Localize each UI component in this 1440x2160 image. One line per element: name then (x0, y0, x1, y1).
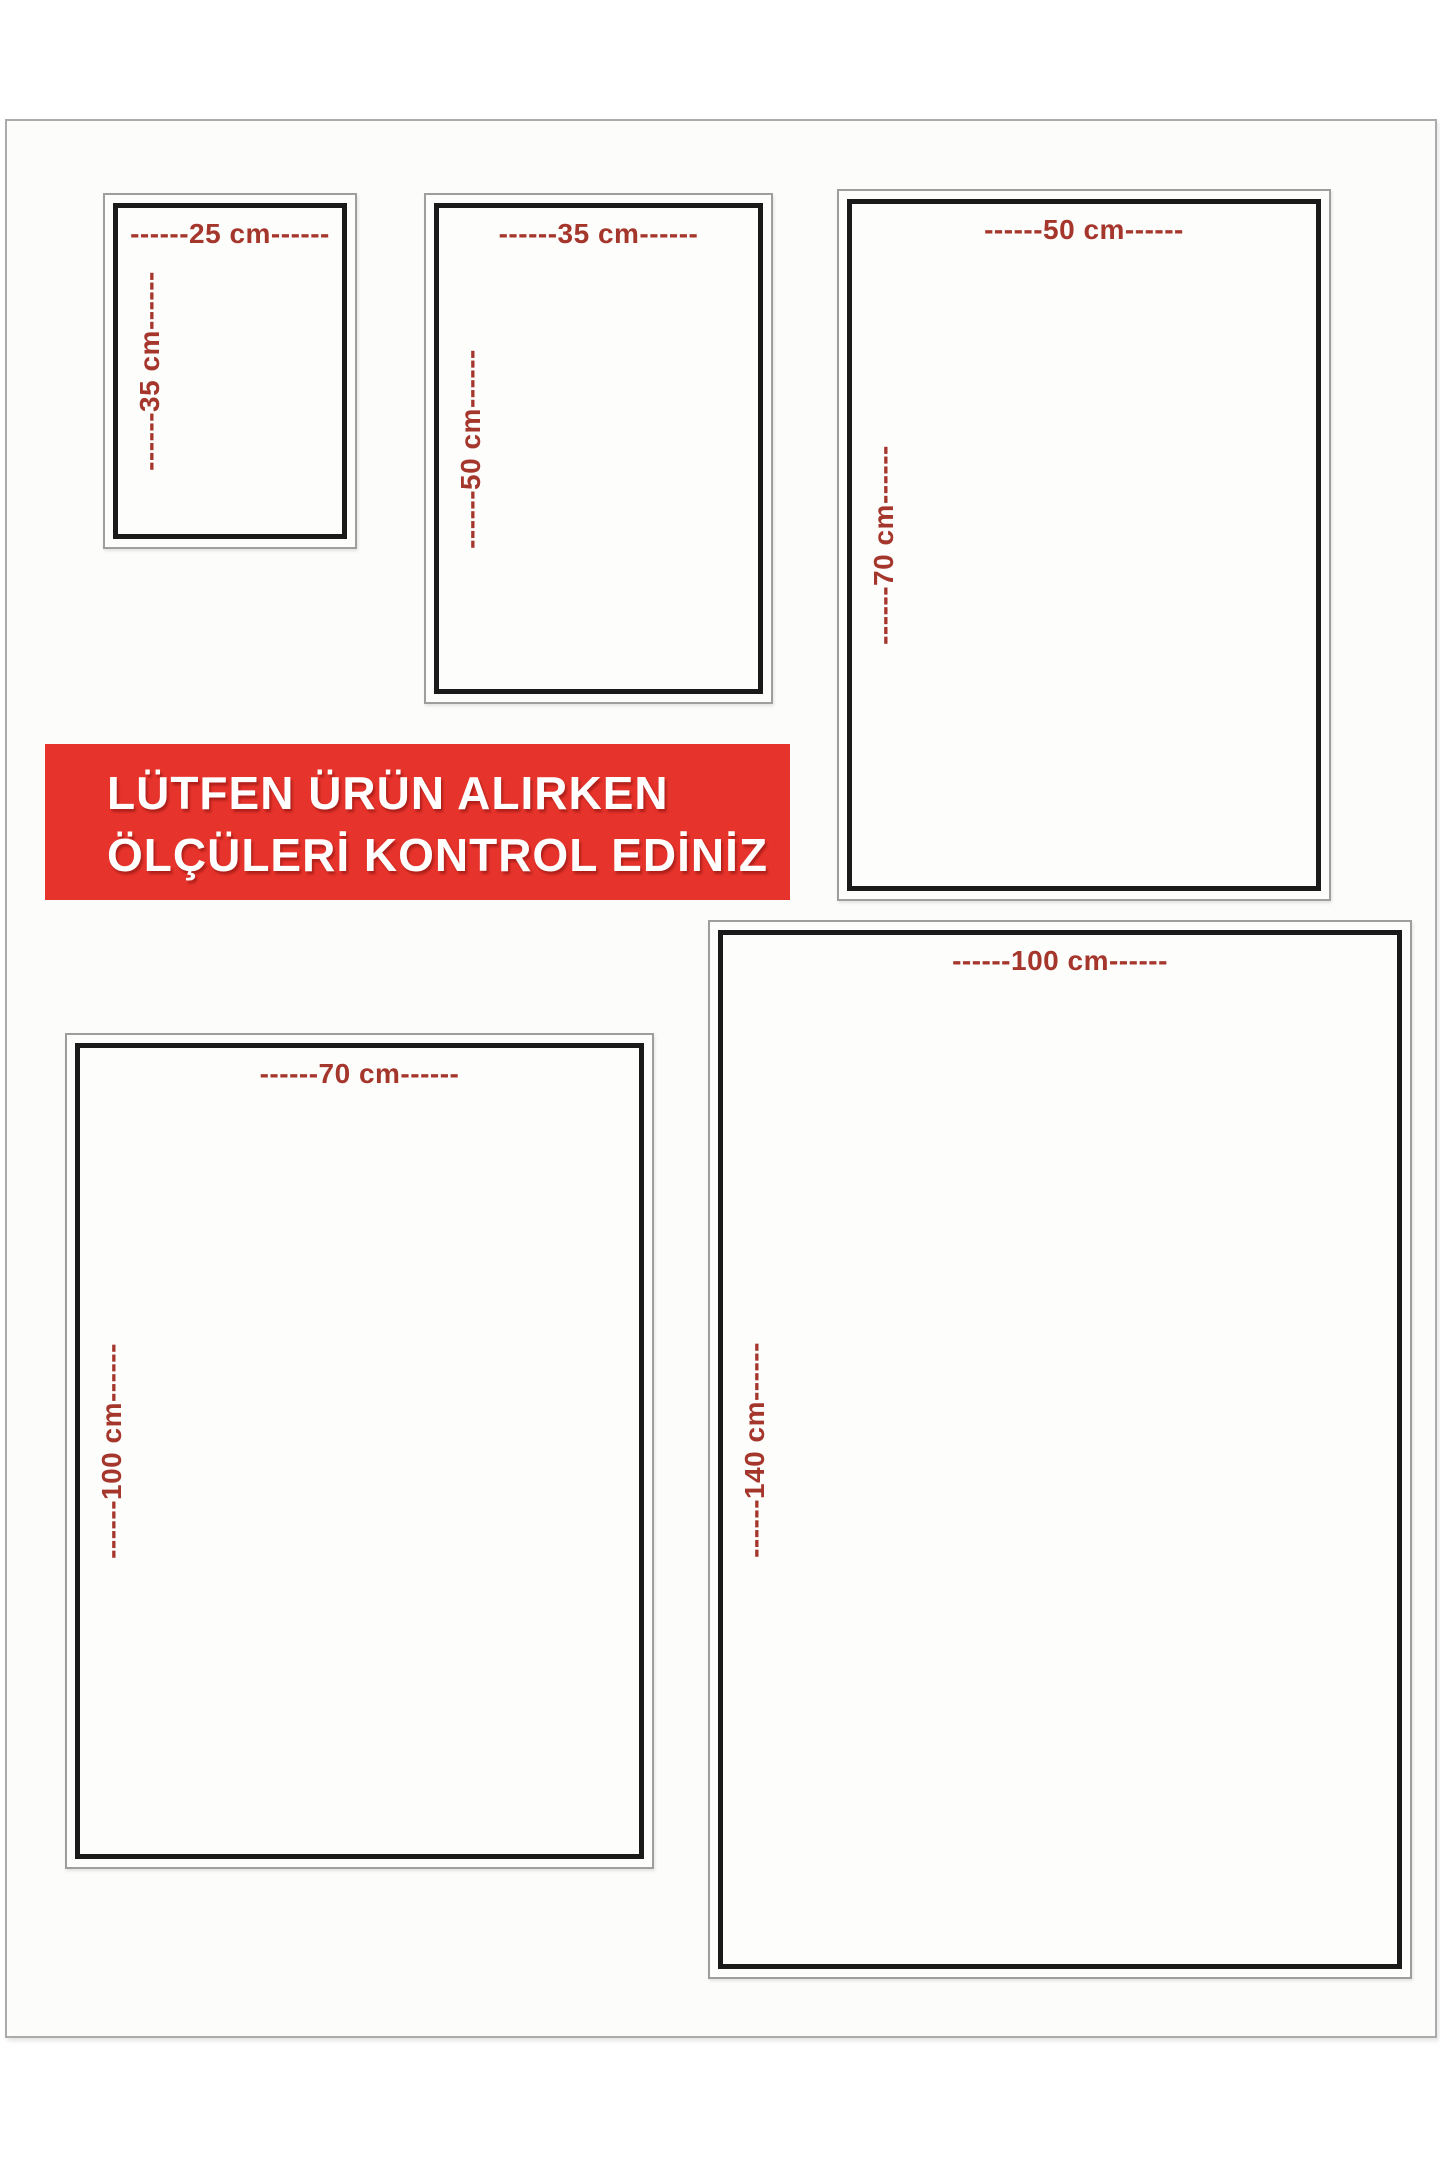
box-70x100-width-label: ------70 cm------ (259, 1058, 460, 1089)
size-box-50x70-inner (847, 199, 1321, 891)
size-box-100x140-inner (718, 930, 1402, 1969)
box-35x50-width-label: ------35 cm------ (498, 218, 699, 249)
size-box-100x140 (708, 920, 1412, 1979)
box-100x140-width-label: ------100 cm------ (952, 945, 1168, 976)
warning-banner-line2: ÖLÇÜLERİ KONTROL EDİNİZ (107, 829, 769, 881)
box-25x35-width-label: ------25 cm------ (130, 218, 330, 249)
size-box-70x100-inner (75, 1043, 644, 1859)
size-box-70x100 (65, 1033, 654, 1869)
size-box-25x35 (103, 193, 357, 549)
box-70x100-height-label: ------100 cm------ (96, 1343, 127, 1559)
box-25x35-height-label: ------35 cm------ (134, 271, 165, 471)
warning-banner (45, 744, 790, 900)
box-35x50-height-label: ------50 cm------ (455, 348, 486, 549)
size-box-35x50 (424, 193, 773, 704)
size-box-35x50-inner (434, 203, 763, 694)
box-50x70-width-label: ------50 cm------ (984, 214, 1184, 245)
size-box-50x70 (837, 189, 1331, 901)
size-box-25x35-inner (113, 203, 347, 539)
box-100x140-height-label: ------140 cm------ (739, 1341, 770, 1558)
warning-banner-line1: LÜTFEN ÜRÜN ALIRKEN (107, 767, 669, 819)
box-50x70-height-label: ------70 cm------ (868, 445, 899, 645)
